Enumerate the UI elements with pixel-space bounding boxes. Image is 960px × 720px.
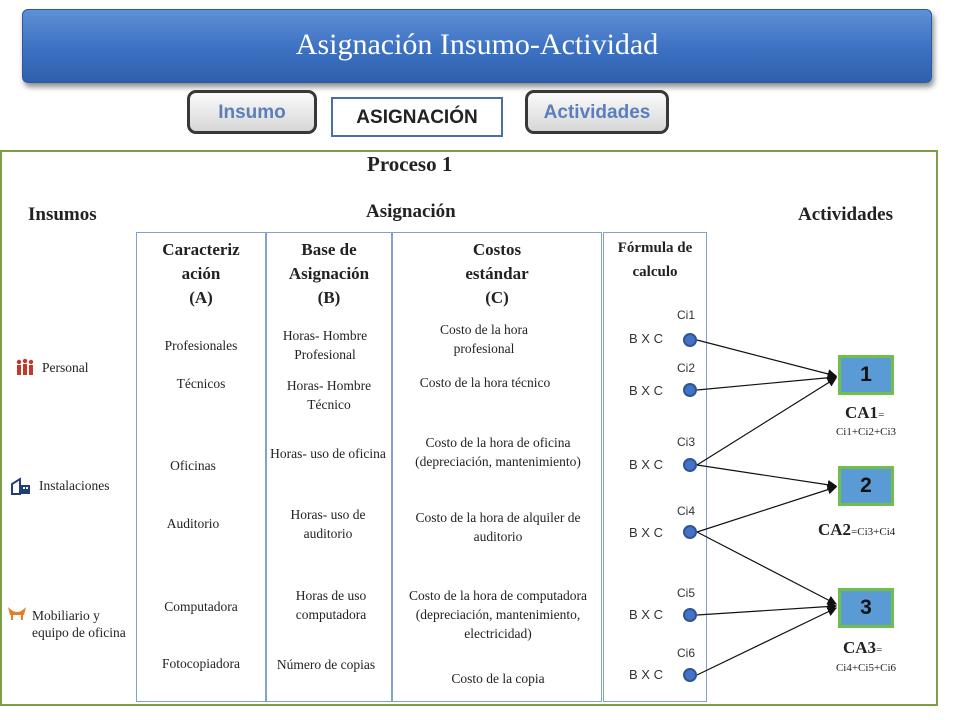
asignacion-header: Asignación xyxy=(366,201,456,222)
activity-cost-formula: Ci3+Ci4 xyxy=(857,526,896,538)
column-c-header-line: (C) xyxy=(485,288,509,307)
row-b-cell: Horas- Hombre Profesional xyxy=(282,328,368,362)
activity-cost-label xyxy=(845,403,884,423)
insumo-label: Instalaciones xyxy=(39,478,110,493)
column-c-header-line: estándar xyxy=(465,264,529,283)
column-a-header-line: (A) xyxy=(189,288,213,307)
row-c-cell: Costo de la hora técnico xyxy=(419,375,551,390)
activity-cost-formula: Ci4+Ci5+Ci6 xyxy=(835,662,897,674)
arrow-ci1-ca1 xyxy=(697,340,836,376)
ci-label: Ci2 xyxy=(677,361,696,375)
activity-cost-name: CA2 xyxy=(818,520,852,539)
process-title: Proceso 1 xyxy=(367,152,453,176)
formula-text: B X C xyxy=(629,525,663,540)
row-b-cell: Número de copias xyxy=(276,657,376,672)
activity-cost-label xyxy=(843,638,882,658)
formula-text: B X C xyxy=(629,667,663,682)
arrow-ci3-ca1 xyxy=(697,378,836,465)
row-b-cell: Horas de uso computadora xyxy=(295,588,367,622)
row-a-cell: Fotocopiadora xyxy=(162,656,240,671)
arrow-ci4-ca3 xyxy=(697,532,836,604)
row-a-cell: Computadora xyxy=(164,599,238,614)
row-c-cell: Costo de la copia xyxy=(451,671,545,686)
row-c-cell: Costo de la hora profesional xyxy=(439,322,529,356)
column-b-header-line: Asignación xyxy=(288,264,370,283)
row-a-cell: Técnicos xyxy=(176,376,226,391)
activity-box-3: 3 xyxy=(838,588,894,628)
tab-asignacion[interactable]: ASIGNACIÓN xyxy=(331,97,503,137)
arrow-ci4-ca2 xyxy=(697,487,836,532)
column-b-header-line: (B) xyxy=(317,288,341,307)
activity-box-1: 1 xyxy=(838,355,894,395)
arrow-ci3-ca2 xyxy=(697,465,836,486)
formula-text: B X C xyxy=(629,383,663,398)
formula-text: B X C xyxy=(629,331,663,346)
column-formula-header-line: Fórmula de xyxy=(617,240,693,256)
tab-actividades[interactable]: Actividades xyxy=(525,90,669,134)
row-c-cell: Costo de la hora de computadora (depreciación, mantenimiento, electricidad) xyxy=(408,588,588,641)
row-b-cell: Horas- uso de auditorio xyxy=(290,507,366,541)
ci-label: Ci4 xyxy=(677,504,696,518)
ci-label: Ci5 xyxy=(677,586,696,600)
column-a-header-line: Caracteriz xyxy=(162,240,240,259)
ci-label: Ci6 xyxy=(677,646,696,660)
activity-cost-name: CA1 xyxy=(845,403,879,422)
activity-cost-eq: = xyxy=(851,526,858,538)
column-c-header-line: Costos xyxy=(472,240,522,259)
activity-box-2: 2 xyxy=(838,466,894,506)
tab-insumo[interactable]: Insumo xyxy=(187,90,317,134)
arrow-ci5-ca3 xyxy=(697,606,836,615)
insumo-label: Personal xyxy=(42,360,89,375)
row-c-cell: Costo de la hora de alquiler de auditorio xyxy=(415,510,581,544)
page-title: Asignación Insumo-Actividad xyxy=(295,28,659,61)
activity-cost-label xyxy=(818,520,895,540)
row-b-cell: Horas- uso de oficina xyxy=(270,446,386,461)
formula-text: B X C xyxy=(629,607,663,622)
activity-cost-eq: = xyxy=(876,644,883,656)
actividades-header: Actividades xyxy=(798,204,893,225)
row-c-cell: Costo de la hora de oficina (depreciación, mantenimiento) xyxy=(415,435,581,469)
column-b-header-line: Base de xyxy=(301,240,357,259)
row-a-cell: Oficinas xyxy=(170,458,216,473)
column-a-header-line: ación xyxy=(181,264,221,283)
activity-cost-name: CA3 xyxy=(843,638,877,657)
row-a-cell: Auditorio xyxy=(166,516,220,531)
formula-text: B X C xyxy=(629,457,663,472)
ci-label: Ci3 xyxy=(677,435,696,449)
row-b-cell: Horas- Hombre Técnico xyxy=(286,378,372,412)
column-formula-header-line: calculo xyxy=(632,264,678,280)
activity-cost-eq: = xyxy=(878,409,885,421)
row-a-cell: Profesionales xyxy=(164,338,238,353)
insumos-header: Insumos xyxy=(28,204,97,225)
insumo-label: Mobiliario y equipo de oficina xyxy=(32,608,126,640)
arrow-ci2-ca1 xyxy=(697,377,836,390)
activity-cost-formula: Ci1+Ci2+Ci3 xyxy=(835,426,897,438)
ci-label: Ci1 xyxy=(677,308,696,322)
